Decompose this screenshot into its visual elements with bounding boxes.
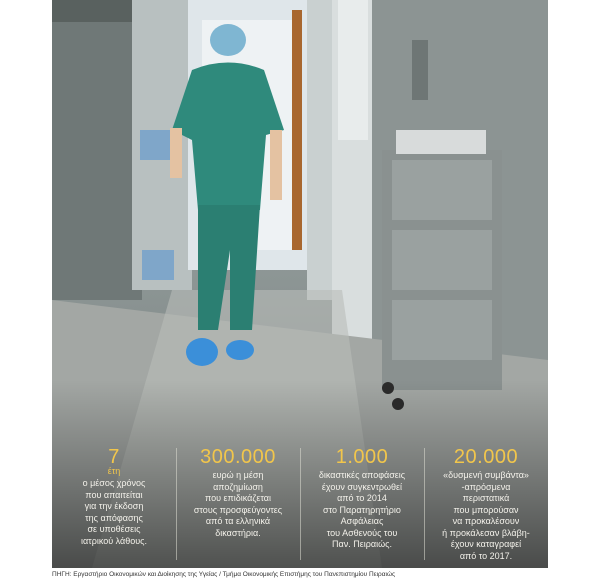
stat-value: 20.000: [453, 446, 519, 468]
stat-years: [52, 438, 176, 568]
stat-description: «δυσμενή συμβάντα» -απρόσμενα περιστατικά που μπορούσαν να προκαλέσουν ή προκάλεσαν βλάβη- έχουν καταγραφεί από το 2017.: [442, 470, 530, 561]
stat-decisions: [300, 438, 424, 568]
stat-compensation: [176, 438, 300, 568]
source-credit: ΠΗΓΗ: Εργαστήριο Οικονομικών και Διοίκησης της Υγείας / Τμήμα Οικονομικής Επιστήμης του Πανεπιστημίου Πειραιώς: [52, 571, 396, 578]
hospital-corridor-photo: [52, 0, 548, 568]
stat-description: ευρώ η μέση αποζημίωση που επιδικάζεται στους προσφεύγοντες από τα ελληνικά δικαστήρια.: [193, 470, 283, 538]
stat-adverse-events: [424, 438, 548, 568]
stat-value: 7: [108, 446, 120, 468]
statistics-panel: [52, 438, 548, 568]
stat-unit: έτη: [107, 466, 121, 476]
stat-value: 1.000: [335, 446, 389, 468]
stat-description: δικαστικές αποφάσεις έχουν συγκεντρωθεί από το 2014 στο Παρατηρητήριο Ασφάλειας του Ασθενούς του Παν. Πειραιώς.: [318, 470, 406, 549]
stat-description: ο μέσος χρόνος που απαιτείται για την έκδοση της απόφασης σε υποθέσεις ιατρικού λάθους.: [80, 478, 148, 546]
stat-value: 300.000: [200, 446, 276, 468]
